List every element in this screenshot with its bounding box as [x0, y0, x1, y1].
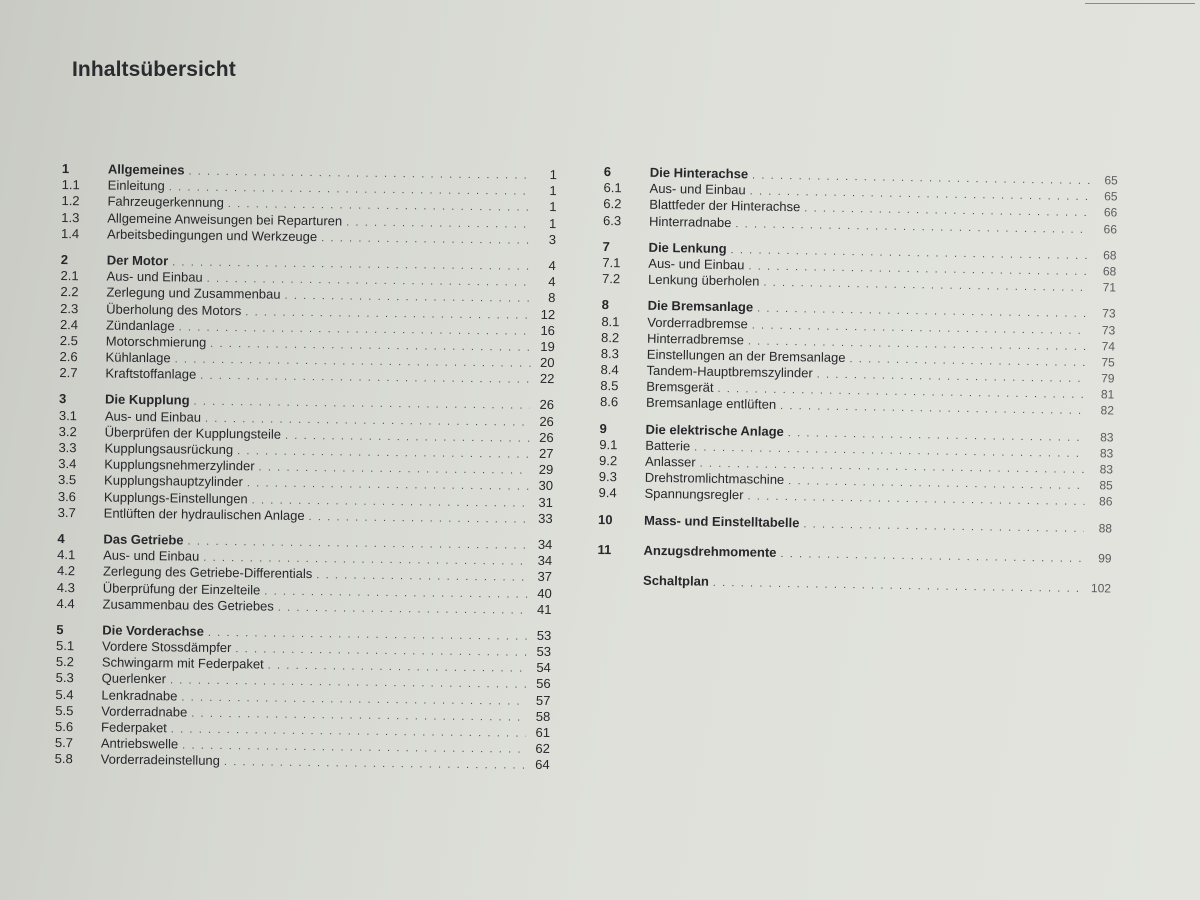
page-number: 3	[548, 231, 557, 247]
chapter-title: Anzugsdrehmomente	[643, 542, 777, 560]
entry-number: 5.8	[54, 751, 73, 767]
page-title: Inhaltsübersicht	[72, 58, 236, 81]
page-number: 61	[535, 724, 551, 741]
page-number: 20	[540, 354, 555, 371]
entry-number: 4.4	[56, 595, 75, 611]
toc-section	[598, 421, 1113, 510]
page-number: 26	[539, 397, 555, 413]
toc-section	[59, 252, 556, 388]
entry-number: 8.2	[601, 329, 620, 345]
entry-number: 5.4	[55, 686, 74, 702]
entry-number: 3.2	[58, 423, 77, 440]
page-number: 54	[536, 660, 551, 676]
entry-number: 7.1	[602, 254, 621, 271]
entry-title: Drehstromlichtmaschine	[644, 469, 785, 488]
page-number: 74	[1101, 338, 1116, 354]
entry-title: Einstellungen an der Bremsanlage	[646, 346, 846, 365]
entry-number: 2.6	[59, 349, 78, 365]
toc-section	[597, 572, 1111, 597]
page-number: 57	[535, 692, 551, 708]
entry-title: Zerlegung des Getriebe-Differentials	[102, 563, 313, 582]
entry-title: Bremsgerät	[646, 378, 714, 396]
chapter-number	[597, 584, 643, 585]
entry-number: 2.1	[60, 268, 79, 284]
entry-title: Zerlegung und Zusammenbau	[106, 284, 281, 302]
toc-section	[61, 161, 557, 248]
entry-title: Zündanlage	[105, 317, 175, 334]
page-number: 75	[1101, 355, 1115, 370]
entry-number: 5.7	[54, 735, 74, 751]
leader-dots	[224, 754, 526, 774]
page-number: 1	[549, 166, 557, 183]
page-number: 71	[1102, 280, 1117, 295]
page-number: 33	[538, 510, 553, 526]
entry-number: 5.1	[55, 638, 75, 654]
entry-number: 8.5	[600, 378, 619, 394]
entry-title: Kupplungs-Einstellungen	[103, 489, 248, 506]
entry-number: 2.4	[59, 316, 79, 332]
chapter-title: Mass- und Einstelltabelle	[643, 512, 800, 530]
leader-dots	[780, 546, 1083, 567]
entry-title: Tandem-Hauptbremszylinder	[646, 362, 813, 381]
toc-section	[56, 531, 552, 618]
entry-title: Aus- und Einbau	[106, 268, 203, 285]
page-number: 66	[1103, 221, 1118, 237]
page-number: 73	[1102, 306, 1116, 321]
entry-number: 1.2	[61, 193, 80, 209]
page-number: 34	[537, 536, 553, 552]
page-number: 8	[548, 290, 556, 306]
chapter-number: 1	[61, 161, 70, 177]
entry-title: Vordere Stossdämpfer	[101, 638, 232, 656]
page-number: 40	[537, 585, 552, 601]
entry-number: 3.4	[58, 456, 77, 472]
leader-dots	[308, 509, 528, 528]
entry-title: Lenkradnabe	[101, 687, 178, 704]
entry-title: Aus- und Einbau	[104, 408, 202, 425]
entry-title: Kraftstoffanlage	[105, 365, 197, 382]
entry-number: 7.2	[601, 271, 621, 287]
entry-title: Hinterradbremse	[646, 330, 745, 348]
entry-title: Spannungsregler	[644, 486, 744, 503]
chapter-number: 5	[56, 621, 64, 637]
toc-section	[58, 391, 555, 527]
page-number: 16	[540, 322, 556, 338]
page-number: 26	[539, 429, 554, 445]
entry-title: Batterie	[645, 437, 691, 454]
entry-number: 3.6	[57, 488, 77, 504]
entry-number: 3.5	[58, 472, 77, 488]
entry-number: 2.5	[59, 332, 78, 349]
page-number: 53	[536, 643, 552, 660]
leader-dots	[200, 368, 530, 388]
page-number: 56	[536, 676, 551, 692]
entry-number: 3.7	[57, 504, 76, 520]
entry-number: 9.4	[598, 485, 617, 501]
entry-number: 6.2	[603, 196, 622, 212]
page-number: 85	[1099, 478, 1113, 493]
entry-title: Zusammenbau des Getriebes	[102, 596, 274, 614]
chapter-title: Das Getriebe	[103, 531, 184, 548]
page-number: 37	[537, 569, 553, 585]
page-number: 83	[1099, 446, 1114, 461]
entry-number: 5.3	[55, 670, 74, 686]
chapter-title: Der Motor	[106, 252, 169, 269]
entry-title: Überholung des Motors	[106, 301, 242, 318]
entry-number: 9.2	[598, 452, 618, 469]
page-number: 81	[1100, 387, 1115, 402]
toc-section	[597, 542, 1111, 567]
leader-dots	[713, 575, 1083, 597]
page-edge-line	[1085, 3, 1195, 4]
leader-dots	[321, 230, 532, 249]
entry-title: Entlüften der hydraulischen Anlage	[103, 505, 305, 523]
chapter-title: Die Vorderachse	[102, 622, 204, 639]
entry-title: Schwingarm mit Federpaket	[101, 654, 264, 672]
entry-number: 2.3	[60, 300, 79, 316]
chapter-title: Die Bremsanlage	[647, 298, 754, 315]
entry-title: Kupplungsausrückung	[104, 440, 234, 458]
entry-number: 5.2	[55, 654, 75, 670]
toc-section	[55, 622, 552, 774]
entry-number: 8.1	[601, 313, 620, 329]
chapter-number: 10	[597, 511, 613, 527]
page-number: 26	[539, 413, 554, 429]
entry-title: Federpaket	[100, 719, 167, 736]
page-number: 1	[549, 183, 557, 199]
entry-number: 9.1	[599, 436, 618, 453]
page-number: 82	[1100, 403, 1115, 418]
entry-number: 2.2	[60, 284, 79, 300]
entry-number: 2.7	[59, 365, 78, 381]
toc-left-column	[54, 161, 556, 784]
entry-title: Arbeitsbedingungen und Werkzeuge	[107, 226, 318, 244]
leader-dots	[803, 516, 1084, 537]
page-number: 41	[537, 601, 552, 617]
entry-number: 5.5	[55, 702, 74, 718]
page-number: 79	[1101, 371, 1115, 386]
entry-title: Bremsanlage entlüften	[645, 395, 777, 413]
toc-chapter-heading	[597, 572, 1111, 597]
toc-chapter-heading	[598, 512, 1112, 537]
entry-title: Aus- und Einbau	[649, 180, 746, 198]
page-number: 62	[535, 741, 550, 757]
toc-section	[603, 164, 1118, 237]
chapter-title: Die Lenkung	[648, 239, 727, 256]
page-number: 19	[540, 338, 555, 354]
chapter-number: 3	[59, 391, 67, 407]
page-number: 83	[1099, 462, 1114, 477]
page-number: 27	[538, 445, 554, 462]
entry-number: 8.6	[599, 394, 619, 410]
page-number: 29	[538, 462, 554, 478]
entry-number: 4.2	[56, 563, 76, 579]
entry-title: Querlenker	[101, 670, 167, 687]
chapter-number: 6	[603, 164, 612, 180]
entry-title: Vorderradbremse	[647, 314, 748, 331]
toc-section	[598, 512, 1112, 537]
chapter-title: Die Kupplung	[104, 391, 190, 409]
entry-title: Anlasser	[644, 453, 696, 470]
page-number: 65	[1104, 173, 1118, 188]
entry-title: Lenkung überholen	[647, 271, 760, 289]
chapter-title: Die Hinterachse	[649, 164, 749, 182]
chapter-number: 8	[601, 297, 610, 313]
page-number: 68	[1102, 264, 1117, 279]
entry-title: Motorschmierung	[105, 333, 207, 350]
page-number: 4	[548, 257, 556, 273]
entry-title: Einleitung	[107, 177, 165, 194]
entry-number: 8.4	[600, 362, 619, 378]
page-number: 1	[549, 199, 557, 215]
chapter-title: Schaltplan	[642, 572, 709, 589]
entry-title: Überprüfen der Kupplungsteile	[104, 424, 282, 442]
page-number: 86	[1098, 494, 1113, 509]
page-number: 12	[540, 306, 556, 322]
entry-title: Aus- und Einbau	[103, 547, 200, 564]
page-number: 53	[536, 627, 552, 643]
toc-section	[602, 239, 1117, 296]
entry-title: Antriebswelle	[100, 735, 179, 752]
entry-title: Vorderradeinstellung	[100, 751, 221, 769]
entry-number: 4.1	[57, 547, 76, 563]
page-number: 31	[538, 494, 553, 510]
leader-dots	[278, 599, 528, 618]
toc-chapter-heading	[597, 542, 1111, 567]
page-number: 64	[535, 757, 550, 773]
entry-number: 5.6	[54, 718, 74, 735]
entry-title: Kupplungsnehmerzylinder	[104, 456, 255, 474]
page-number: 58	[535, 708, 551, 724]
page-number: 22	[539, 371, 555, 387]
entry-number: 1.1	[61, 177, 80, 193]
entry-title: Kühlanlage	[105, 349, 171, 366]
chapter-number: 7	[602, 238, 610, 254]
chapter-number: 9	[599, 420, 607, 436]
chapter-number: 11	[597, 541, 612, 557]
page-number: 99	[1098, 550, 1112, 566]
page-number: 102	[1090, 581, 1112, 596]
page-number: 88	[1098, 520, 1113, 536]
entry-title: Überprüfung der Einzelteile	[102, 580, 261, 597]
toc-section	[600, 297, 1116, 419]
entry-title: Vorderradnabe	[101, 703, 188, 720]
page-number: 34	[537, 552, 553, 569]
page-number: 66	[1103, 205, 1118, 220]
entry-number: 3.1	[58, 407, 78, 423]
entry-title: Fahrzeugerkennung	[107, 193, 224, 211]
entry-title: Kupplungshauptzylinder	[104, 472, 243, 490]
entry-number: 4.3	[56, 579, 75, 595]
chapter-number: 4	[57, 530, 65, 546]
page-number: 73	[1101, 322, 1116, 337]
entry-number: 9.3	[598, 469, 618, 485]
entry-number: 3.3	[58, 439, 77, 456]
entry-number: 1.3	[61, 209, 80, 225]
page-number: 65	[1104, 189, 1118, 204]
page-number: 4	[548, 274, 556, 290]
chapter-title: Allgemeines	[107, 161, 185, 178]
entry-number: 8.3	[600, 345, 620, 362]
page-number: 68	[1103, 248, 1117, 263]
entry-title: Allgemeine Anweisungen bei Reparturen	[107, 210, 343, 228]
toc-right-column	[597, 164, 1118, 611]
entry-title: Hinterradnabe	[648, 213, 732, 230]
entry-number: 6.1	[603, 180, 622, 196]
chapter-title: Die elektrische Anlage	[645, 421, 784, 439]
entry-number: 6.3	[602, 212, 622, 228]
chapter-number: 2	[60, 251, 69, 268]
entry-title: Blattfeder der Hinterachse	[649, 197, 801, 215]
page-number: 83	[1100, 429, 1114, 445]
page-number: 1	[548, 215, 557, 231]
entry-title: Aus- und Einbau	[648, 255, 745, 273]
page-number: 30	[538, 478, 554, 494]
entry-number: 1.4	[61, 225, 80, 241]
